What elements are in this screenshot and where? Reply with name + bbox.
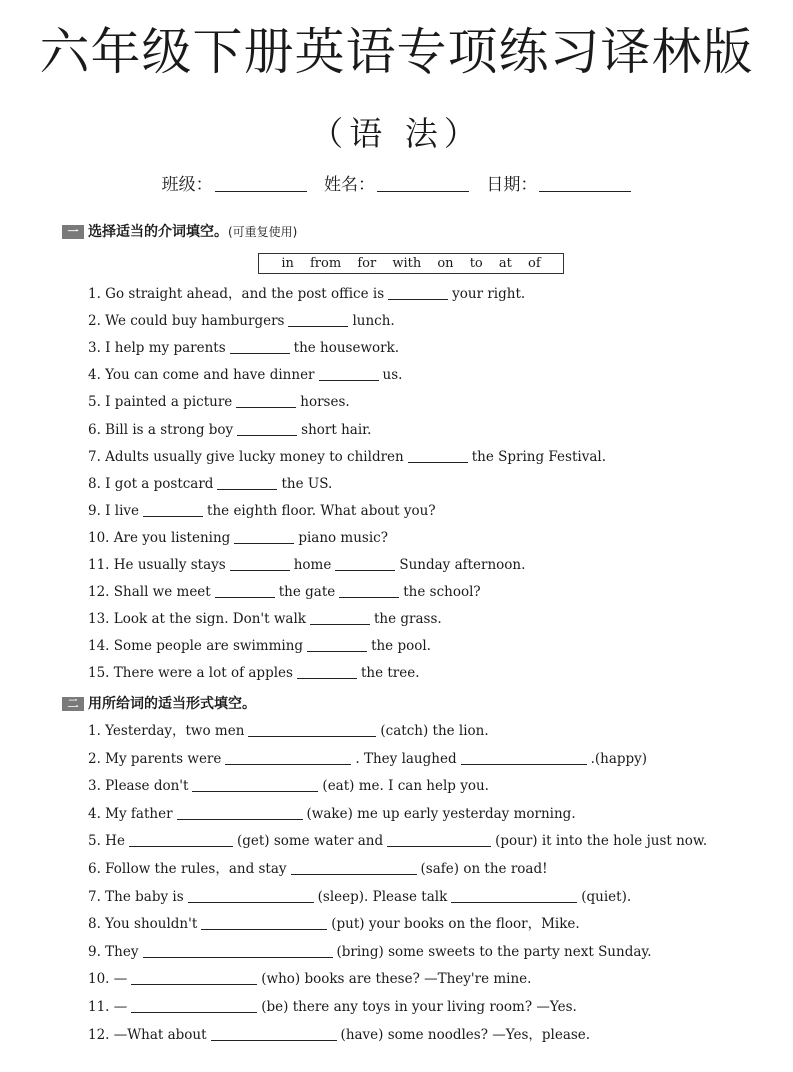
- answer-blank[interactable]: [319, 368, 379, 381]
- answer-blank[interactable]: [188, 890, 314, 903]
- question-text: (sleep). Please talk: [317, 888, 448, 905]
- question-text: the grass.: [373, 611, 442, 628]
- answer-blank[interactable]: [131, 972, 257, 985]
- question-text: 12. Shall we meet: [88, 584, 211, 601]
- question-item: [88, 502, 436, 520]
- question-text: 6. Follow the rules，and stay: [88, 861, 287, 877]
- answer-blank[interactable]: [225, 752, 351, 765]
- question-item: [88, 970, 531, 988]
- question-item: [88, 339, 399, 357]
- question-text: 8. You shouldn't: [88, 916, 198, 933]
- question-text: (bring) some sweets to the party next Sunday.: [336, 943, 652, 960]
- question-item: [88, 312, 395, 330]
- question-text: 9. They: [88, 943, 139, 960]
- question-text: 3. I help my parents: [88, 340, 226, 357]
- question-item: [88, 722, 489, 740]
- section-2-instruction: 用所给词的适当形式填空。: [88, 696, 256, 712]
- question-text: 6. Bill is a strong boy: [88, 421, 234, 438]
- question-text: the pool.: [371, 638, 431, 655]
- question-text: 5. I painted a picture: [88, 394, 233, 411]
- answer-blank[interactable]: [237, 423, 297, 436]
- word-bank-item: to: [469, 256, 483, 271]
- question-item: [88, 366, 402, 384]
- date-label: 日期：: [486, 175, 538, 195]
- question-item: [88, 750, 647, 768]
- question-text: 14. Some people are swimming: [88, 638, 304, 655]
- question-text: 4. My father: [88, 805, 173, 822]
- name-label: 姓名：: [324, 175, 375, 195]
- answer-blank[interactable]: [451, 890, 577, 903]
- question-text: 5. He: [88, 833, 125, 850]
- question-text: 10. Are you listening: [88, 529, 231, 546]
- question-text: (wake) me up early yesterday morning.: [306, 805, 576, 822]
- section-1-badge: 一: [62, 225, 84, 239]
- date-blank[interactable]: [539, 175, 631, 192]
- question-item: [88, 393, 350, 411]
- question-text: 12. —What about: [88, 1026, 207, 1043]
- question-text: your right.: [452, 286, 526, 302]
- question-item: [88, 943, 652, 961]
- answer-blank[interactable]: [192, 779, 318, 792]
- question-text: horses.: [300, 394, 350, 411]
- class-label: 班级：: [161, 175, 213, 195]
- word-bank-item: for: [357, 256, 377, 271]
- answer-blank[interactable]: [177, 807, 303, 820]
- student-info-row: [0, 173, 793, 197]
- question-text: (safe) on the road!: [420, 861, 548, 877]
- answer-blank[interactable]: [230, 341, 290, 354]
- section-1-note: (可重复使用): [228, 225, 298, 239]
- section-1-instruction: 选择适当的介词填空。: [88, 224, 228, 240]
- question-text: (who) books are these? —They're mine.: [261, 971, 532, 988]
- answer-blank[interactable]: [387, 834, 491, 847]
- answer-blank[interactable]: [408, 450, 468, 463]
- answer-blank[interactable]: [339, 585, 399, 598]
- answer-blank[interactable]: [230, 558, 290, 571]
- answer-blank[interactable]: [215, 585, 275, 598]
- answer-blank[interactable]: [461, 752, 587, 765]
- answer-blank[interactable]: [297, 666, 357, 679]
- word-bank-item: at: [498, 256, 512, 271]
- question-item: [88, 583, 481, 601]
- answer-blank[interactable]: [211, 1028, 337, 1041]
- question-text: 2. My parents were: [88, 750, 222, 767]
- question-text: 4. You can come and have dinner: [88, 367, 315, 384]
- question-text: home: [293, 557, 332, 573]
- question-text: Sunday afternoon.: [399, 557, 526, 573]
- question-text: 15. There were a lot of apples: [88, 665, 293, 682]
- answer-blank[interactable]: [335, 558, 395, 571]
- question-text: 2. We could buy hamburgers: [88, 313, 285, 330]
- question-text: (be) there any toys in your living room? —Yes.: [261, 999, 577, 1015]
- word-bank-item: on: [437, 256, 454, 271]
- answer-blank[interactable]: [143, 504, 203, 517]
- question-text: the school?: [403, 584, 481, 601]
- question-text: (get) some water and: [236, 833, 384, 850]
- answer-blank[interactable]: [129, 834, 233, 847]
- question-item: [88, 637, 431, 655]
- question-text: 7. Adults usually give lucky money to children: [88, 448, 404, 465]
- question-item: [88, 664, 420, 682]
- question-text: lunch.: [352, 313, 395, 330]
- section-1-heading: [62, 222, 297, 242]
- section-2-badge: 二: [62, 697, 84, 711]
- question-item: [88, 805, 576, 823]
- question-text: the housework.: [293, 340, 400, 357]
- question-item: [88, 610, 442, 628]
- question-item: [88, 915, 580, 933]
- answer-blank[interactable]: [131, 1000, 257, 1013]
- question-item: [88, 556, 525, 574]
- answer-blank[interactable]: [248, 724, 376, 737]
- question-text: 9. I live: [88, 502, 140, 519]
- question-text: .(happy): [590, 750, 648, 767]
- question-text: the Spring Festival.: [471, 448, 606, 465]
- question-text: piano music?: [298, 529, 388, 546]
- question-item: [88, 421, 371, 439]
- word-bank-item: in: [281, 256, 294, 271]
- question-text: 13. Look at the sign. Don't walk: [88, 611, 306, 628]
- question-item: [88, 888, 631, 906]
- section-2-heading: [62, 694, 256, 714]
- question-text: (catch) the lion.: [380, 723, 489, 739]
- question-text: (pour) it into the hole just now.: [495, 833, 708, 850]
- question-text: us.: [382, 367, 403, 384]
- question-text: 8. I got a postcard: [88, 475, 214, 492]
- question-text: 3. Please don't: [88, 778, 189, 795]
- question-text: (quiet).: [581, 888, 632, 905]
- question-text: the gate: [278, 584, 336, 601]
- answer-blank[interactable]: [388, 287, 448, 300]
- answer-blank[interactable]: [217, 477, 277, 490]
- question-text: short hair.: [301, 421, 372, 438]
- question-text: . They laughed: [355, 750, 457, 767]
- word-bank: [258, 253, 564, 274]
- date-field[interactable]: [486, 173, 631, 197]
- question-item: [88, 832, 707, 850]
- question-text: 1. Go straight ahead，and the post office is: [88, 286, 385, 302]
- question-text: 11. —: [88, 999, 128, 1015]
- answer-blank[interactable]: [291, 862, 417, 875]
- word-bank-item: of: [528, 256, 541, 271]
- question-text: (eat) me. I can help you.: [322, 778, 489, 795]
- class-blank[interactable]: [215, 175, 307, 192]
- name-blank[interactable]: [377, 175, 469, 192]
- question-text: 10. —: [88, 971, 128, 988]
- answer-blank[interactable]: [236, 395, 296, 408]
- page-title: 六年级下册英语专项练习译林版: [39, 23, 754, 81]
- question-item: [88, 777, 489, 795]
- question-item: [88, 998, 577, 1016]
- answer-blank[interactable]: [288, 314, 348, 327]
- page-subtitle: （语 法）: [310, 114, 483, 153]
- question-text: 1. Yesterday，two men: [88, 723, 245, 739]
- question-text: the tree.: [360, 665, 420, 682]
- answer-blank[interactable]: [307, 639, 367, 652]
- question-item: [88, 475, 332, 493]
- question-item: [88, 529, 388, 547]
- word-bank-item: from: [310, 256, 342, 271]
- question-text: the eighth floor. What about you?: [207, 502, 436, 519]
- question-text: (put) your books on the floor，Mike.: [331, 916, 580, 933]
- question-item: [88, 448, 606, 466]
- answer-blank[interactable]: [143, 945, 333, 958]
- answer-blank[interactable]: [201, 917, 327, 930]
- question-text: (have) some noodles? —Yes，please.: [340, 1026, 591, 1043]
- question-text: the US.: [281, 475, 333, 492]
- question-item: [88, 1026, 590, 1044]
- question-text: 7. The baby is: [88, 888, 184, 905]
- name-field[interactable]: [324, 173, 469, 197]
- question-item: [88, 285, 525, 303]
- answer-blank[interactable]: [234, 531, 294, 544]
- question-item: [88, 860, 548, 878]
- class-field[interactable]: [162, 173, 307, 197]
- answer-blank[interactable]: [310, 612, 370, 625]
- question-text: 11. He usually stays: [88, 557, 226, 573]
- word-bank-item: with: [392, 256, 422, 271]
